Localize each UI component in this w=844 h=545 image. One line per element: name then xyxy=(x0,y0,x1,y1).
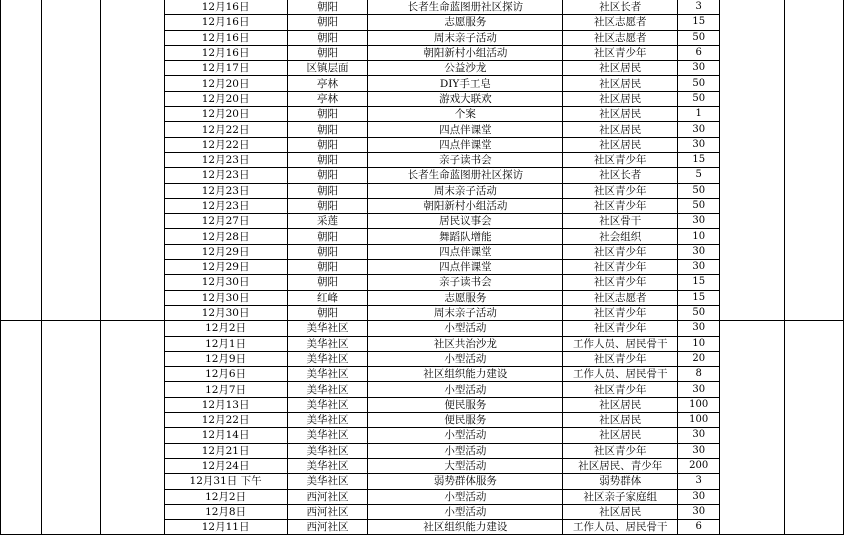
cell-location: 西河社区 xyxy=(287,489,368,504)
cell-audience: 社区青少年 xyxy=(563,45,678,60)
cell-location: 西河社区 xyxy=(287,520,368,535)
cell-count: 3 xyxy=(678,474,720,489)
cell-count: 50 xyxy=(678,183,720,198)
cell-location: 区镇层面 xyxy=(287,61,368,76)
cell-audience: 工作人员、居民骨干 xyxy=(563,367,678,382)
cell-location: 美华社区 xyxy=(287,413,368,428)
cell-location: 朝阳 xyxy=(287,0,368,15)
cell-activity: 亲子读书会 xyxy=(368,152,563,167)
cell-date: 12月16日 xyxy=(164,45,287,60)
cell-location: 朝阳 xyxy=(287,137,368,152)
cell-count: 5 xyxy=(678,168,720,183)
cell-activity: 志愿服务 xyxy=(368,290,563,305)
cell-audience: 社区青少年 xyxy=(563,198,678,213)
cell-count: 10 xyxy=(678,229,720,244)
cell-audience: 社区长者 xyxy=(563,168,678,183)
cell-audience: 社区青少年 xyxy=(563,244,678,259)
cell-count: 100 xyxy=(678,397,720,412)
cell-audience: 社区骨干 xyxy=(563,214,678,229)
cell-audience: 社区青少年 xyxy=(563,351,678,366)
cell-count: 50 xyxy=(678,198,720,213)
cell-date: 12月7日 xyxy=(164,382,287,397)
cell-location: 美华社区 xyxy=(287,336,368,351)
cell-activity: 长者生命蓝图册社区探访 xyxy=(368,168,563,183)
cell-audience: 社区青少年 xyxy=(563,443,678,458)
cell-count: 30 xyxy=(678,260,720,275)
cell-activity: 小型活动 xyxy=(368,428,563,443)
cell-date: 12月30日 xyxy=(164,275,287,290)
cell-audience: 社区居民 xyxy=(563,61,678,76)
cell-count: 15 xyxy=(678,15,720,30)
cell-count: 1 xyxy=(678,107,720,122)
cell-location: 朝阳 xyxy=(287,198,368,213)
cell-date: 12月30日 xyxy=(164,290,287,305)
cell-date: 12月6日 xyxy=(164,367,287,382)
cell-date: 12月31日 下午 xyxy=(164,474,287,489)
cell-location: 朝阳 xyxy=(287,107,368,122)
cell-location: 朝阳 xyxy=(287,305,368,320)
cell-audience: 社区青少年 xyxy=(563,321,678,336)
cell-activity: 周末亲子活动 xyxy=(368,305,563,320)
cell-count: 50 xyxy=(678,30,720,45)
cell-date: 12月11日 xyxy=(164,520,287,535)
cell-count: 30 xyxy=(678,321,720,336)
cell-audience: 社区居民 xyxy=(563,397,678,412)
cell-date: 12月22日 xyxy=(164,122,287,137)
cell-date: 12月29日 xyxy=(164,260,287,275)
cell-date: 12月23日 xyxy=(164,198,287,213)
cell-activity: 便民服务 xyxy=(368,413,563,428)
group-col-b xyxy=(41,321,100,535)
cell-date: 12月14日 xyxy=(164,428,287,443)
cell-activity: 舞蹈队增能 xyxy=(368,229,563,244)
cell-date: 12月9日 xyxy=(164,351,287,366)
cell-count: 30 xyxy=(678,122,720,137)
cell-activity: 小型活动 xyxy=(368,504,563,519)
cell-date: 12月20日 xyxy=(164,107,287,122)
cell-audience: 社区居民 xyxy=(563,122,678,137)
cell-audience: 社区志愿者 xyxy=(563,290,678,305)
group-col-e xyxy=(785,0,844,321)
cell-audience: 社区居民 xyxy=(563,413,678,428)
cell-date: 12月8日 xyxy=(164,504,287,519)
cell-location: 美华社区 xyxy=(287,474,368,489)
cell-location: 朝阳 xyxy=(287,122,368,137)
cell-date: 12月22日 xyxy=(164,137,287,152)
cell-location: 美华社区 xyxy=(287,321,368,336)
cell-count: 30 xyxy=(678,428,720,443)
cell-audience: 社区志愿者 xyxy=(563,30,678,45)
cell-date: 12月20日 xyxy=(164,91,287,106)
cell-count: 50 xyxy=(678,91,720,106)
cell-date: 12月16日 xyxy=(164,15,287,30)
cell-activity: 志愿服务 xyxy=(368,15,563,30)
cell-audience: 工作人员、居民骨干 xyxy=(563,520,678,535)
cell-date: 12月16日 xyxy=(164,0,287,15)
cell-activity: 朝阳新村小组活动 xyxy=(368,45,563,60)
cell-count: 20 xyxy=(678,351,720,366)
cell-location: 美华社区 xyxy=(287,428,368,443)
cell-activity: 长者生命蓝图册社区探访 xyxy=(368,0,563,15)
cell-count: 15 xyxy=(678,275,720,290)
cell-location: 朝阳 xyxy=(287,30,368,45)
cell-count: 30 xyxy=(678,504,720,519)
cell-date: 12月24日 xyxy=(164,458,287,473)
cell-count: 15 xyxy=(678,290,720,305)
cell-count: 30 xyxy=(678,214,720,229)
cell-activity: 社区组织能力建设 xyxy=(368,367,563,382)
cell-activity: 社区共治沙龙 xyxy=(368,336,563,351)
cell-count: 30 xyxy=(678,137,720,152)
cell-date: 12月23日 xyxy=(164,152,287,167)
group-col-d xyxy=(720,321,785,535)
cell-count: 6 xyxy=(678,520,720,535)
cell-location: 朝阳 xyxy=(287,260,368,275)
cell-activity: 公益沙龙 xyxy=(368,61,563,76)
cell-activity: 个案 xyxy=(368,107,563,122)
cell-audience: 社区长者 xyxy=(563,0,678,15)
cell-count: 100 xyxy=(678,413,720,428)
cell-activity: 四点伴课堂 xyxy=(368,137,563,152)
cell-count: 8 xyxy=(678,367,720,382)
cell-location: 朝阳 xyxy=(287,152,368,167)
cell-location: 朝阳 xyxy=(287,183,368,198)
cell-count: 30 xyxy=(678,244,720,259)
table-row xyxy=(1,0,844,15)
cell-audience: 社区居民、青少年 xyxy=(563,458,678,473)
cell-activity: 大型活动 xyxy=(368,458,563,473)
cell-location: 美华社区 xyxy=(287,351,368,366)
cell-location: 朝阳 xyxy=(287,45,368,60)
cell-location: 朝阳 xyxy=(287,15,368,30)
cell-date: 12月21日 xyxy=(164,443,287,458)
cell-date: 12月17日 xyxy=(164,61,287,76)
cell-location: 美华社区 xyxy=(287,382,368,397)
cell-audience: 弱势群体 xyxy=(563,474,678,489)
cell-audience: 社区居民 xyxy=(563,76,678,91)
cell-date: 12月23日 xyxy=(164,168,287,183)
cell-location: 红峰 xyxy=(287,290,368,305)
cell-activity: 四点伴课堂 xyxy=(368,244,563,259)
cell-count: 10 xyxy=(678,336,720,351)
cell-activity: 小型活动 xyxy=(368,382,563,397)
cell-activity: 弱势群体服务 xyxy=(368,474,563,489)
group-col-c xyxy=(100,321,164,535)
cell-date: 12月23日 xyxy=(164,183,287,198)
cell-count: 6 xyxy=(678,45,720,60)
cell-audience: 社区居民 xyxy=(563,504,678,519)
cell-date: 12月1日 xyxy=(164,336,287,351)
cell-location: 采莲 xyxy=(287,214,368,229)
cell-audience: 工作人员、居民骨干 xyxy=(563,336,678,351)
cell-activity: 四点伴课堂 xyxy=(368,260,563,275)
cell-date: 12月28日 xyxy=(164,229,287,244)
group-col-b xyxy=(41,0,100,321)
cell-count: 50 xyxy=(678,305,720,320)
table-row xyxy=(1,321,844,336)
cell-location: 美华社区 xyxy=(287,397,368,412)
cell-activity: 小型活动 xyxy=(368,489,563,504)
cell-date: 12月13日 xyxy=(164,397,287,412)
cell-location: 美华社区 xyxy=(287,443,368,458)
cell-activity: 亲子读书会 xyxy=(368,275,563,290)
cell-activity: 朝阳新村小组活动 xyxy=(368,198,563,213)
cell-count: 15 xyxy=(678,152,720,167)
cell-audience: 社区亲子家庭组 xyxy=(563,489,678,504)
cell-audience: 社区志愿者 xyxy=(563,15,678,30)
group-col-e xyxy=(785,321,844,535)
cell-location: 朝阳 xyxy=(287,168,368,183)
cell-location: 美华社区 xyxy=(287,367,368,382)
cell-activity: 周末亲子活动 xyxy=(368,183,563,198)
cell-audience: 社区居民 xyxy=(563,107,678,122)
cell-date: 12月22日 xyxy=(164,413,287,428)
cell-audience: 社区居民 xyxy=(563,137,678,152)
cell-activity: 小型活动 xyxy=(368,351,563,366)
cell-count: 30 xyxy=(678,443,720,458)
cell-activity: 游戏大联欢 xyxy=(368,91,563,106)
cell-audience: 社区青少年 xyxy=(563,305,678,320)
cell-audience: 社区青少年 xyxy=(563,152,678,167)
table-body xyxy=(1,0,844,535)
cell-date: 12月29日 xyxy=(164,244,287,259)
cell-date: 12月20日 xyxy=(164,76,287,91)
cell-count: 30 xyxy=(678,61,720,76)
cell-date: 12月2日 xyxy=(164,489,287,504)
cell-audience: 社区居民 xyxy=(563,91,678,106)
cell-date: 12月2日 xyxy=(164,321,287,336)
cell-date: 12月16日 xyxy=(164,30,287,45)
cell-location: 亭林 xyxy=(287,76,368,91)
cell-count: 30 xyxy=(678,489,720,504)
group-col-c xyxy=(100,0,164,321)
cell-audience: 社区居民 xyxy=(563,428,678,443)
cell-count: 30 xyxy=(678,382,720,397)
cell-count: 200 xyxy=(678,458,720,473)
cell-activity: 小型活动 xyxy=(368,321,563,336)
cell-audience: 社区青少年 xyxy=(563,183,678,198)
cell-activity: 社区组织能力建设 xyxy=(368,520,563,535)
group-col-a xyxy=(1,321,42,535)
cell-count: 50 xyxy=(678,76,720,91)
cell-audience: 社会组织 xyxy=(563,229,678,244)
cell-activity: 周末亲子活动 xyxy=(368,30,563,45)
cell-activity: DIY手工皂 xyxy=(368,76,563,91)
group-col-d xyxy=(720,0,785,321)
group-col-a xyxy=(1,0,42,321)
cell-location: 朝阳 xyxy=(287,229,368,244)
cell-date: 12月30日 xyxy=(164,305,287,320)
cell-location: 朝阳 xyxy=(287,275,368,290)
cell-audience: 社区青少年 xyxy=(563,275,678,290)
cell-location: 美华社区 xyxy=(287,458,368,473)
cell-location: 亭林 xyxy=(287,91,368,106)
cell-activity: 便民服务 xyxy=(368,397,563,412)
cell-count: 3 xyxy=(678,0,720,15)
cell-audience: 社区青少年 xyxy=(563,260,678,275)
cell-audience: 社区青少年 xyxy=(563,382,678,397)
cell-location: 西河社区 xyxy=(287,504,368,519)
cell-activity: 居民议事会 xyxy=(368,214,563,229)
cell-activity: 四点伴课堂 xyxy=(368,122,563,137)
cell-location: 朝阳 xyxy=(287,244,368,259)
cell-activity: 小型活动 xyxy=(368,443,563,458)
cell-date: 12月27日 xyxy=(164,214,287,229)
